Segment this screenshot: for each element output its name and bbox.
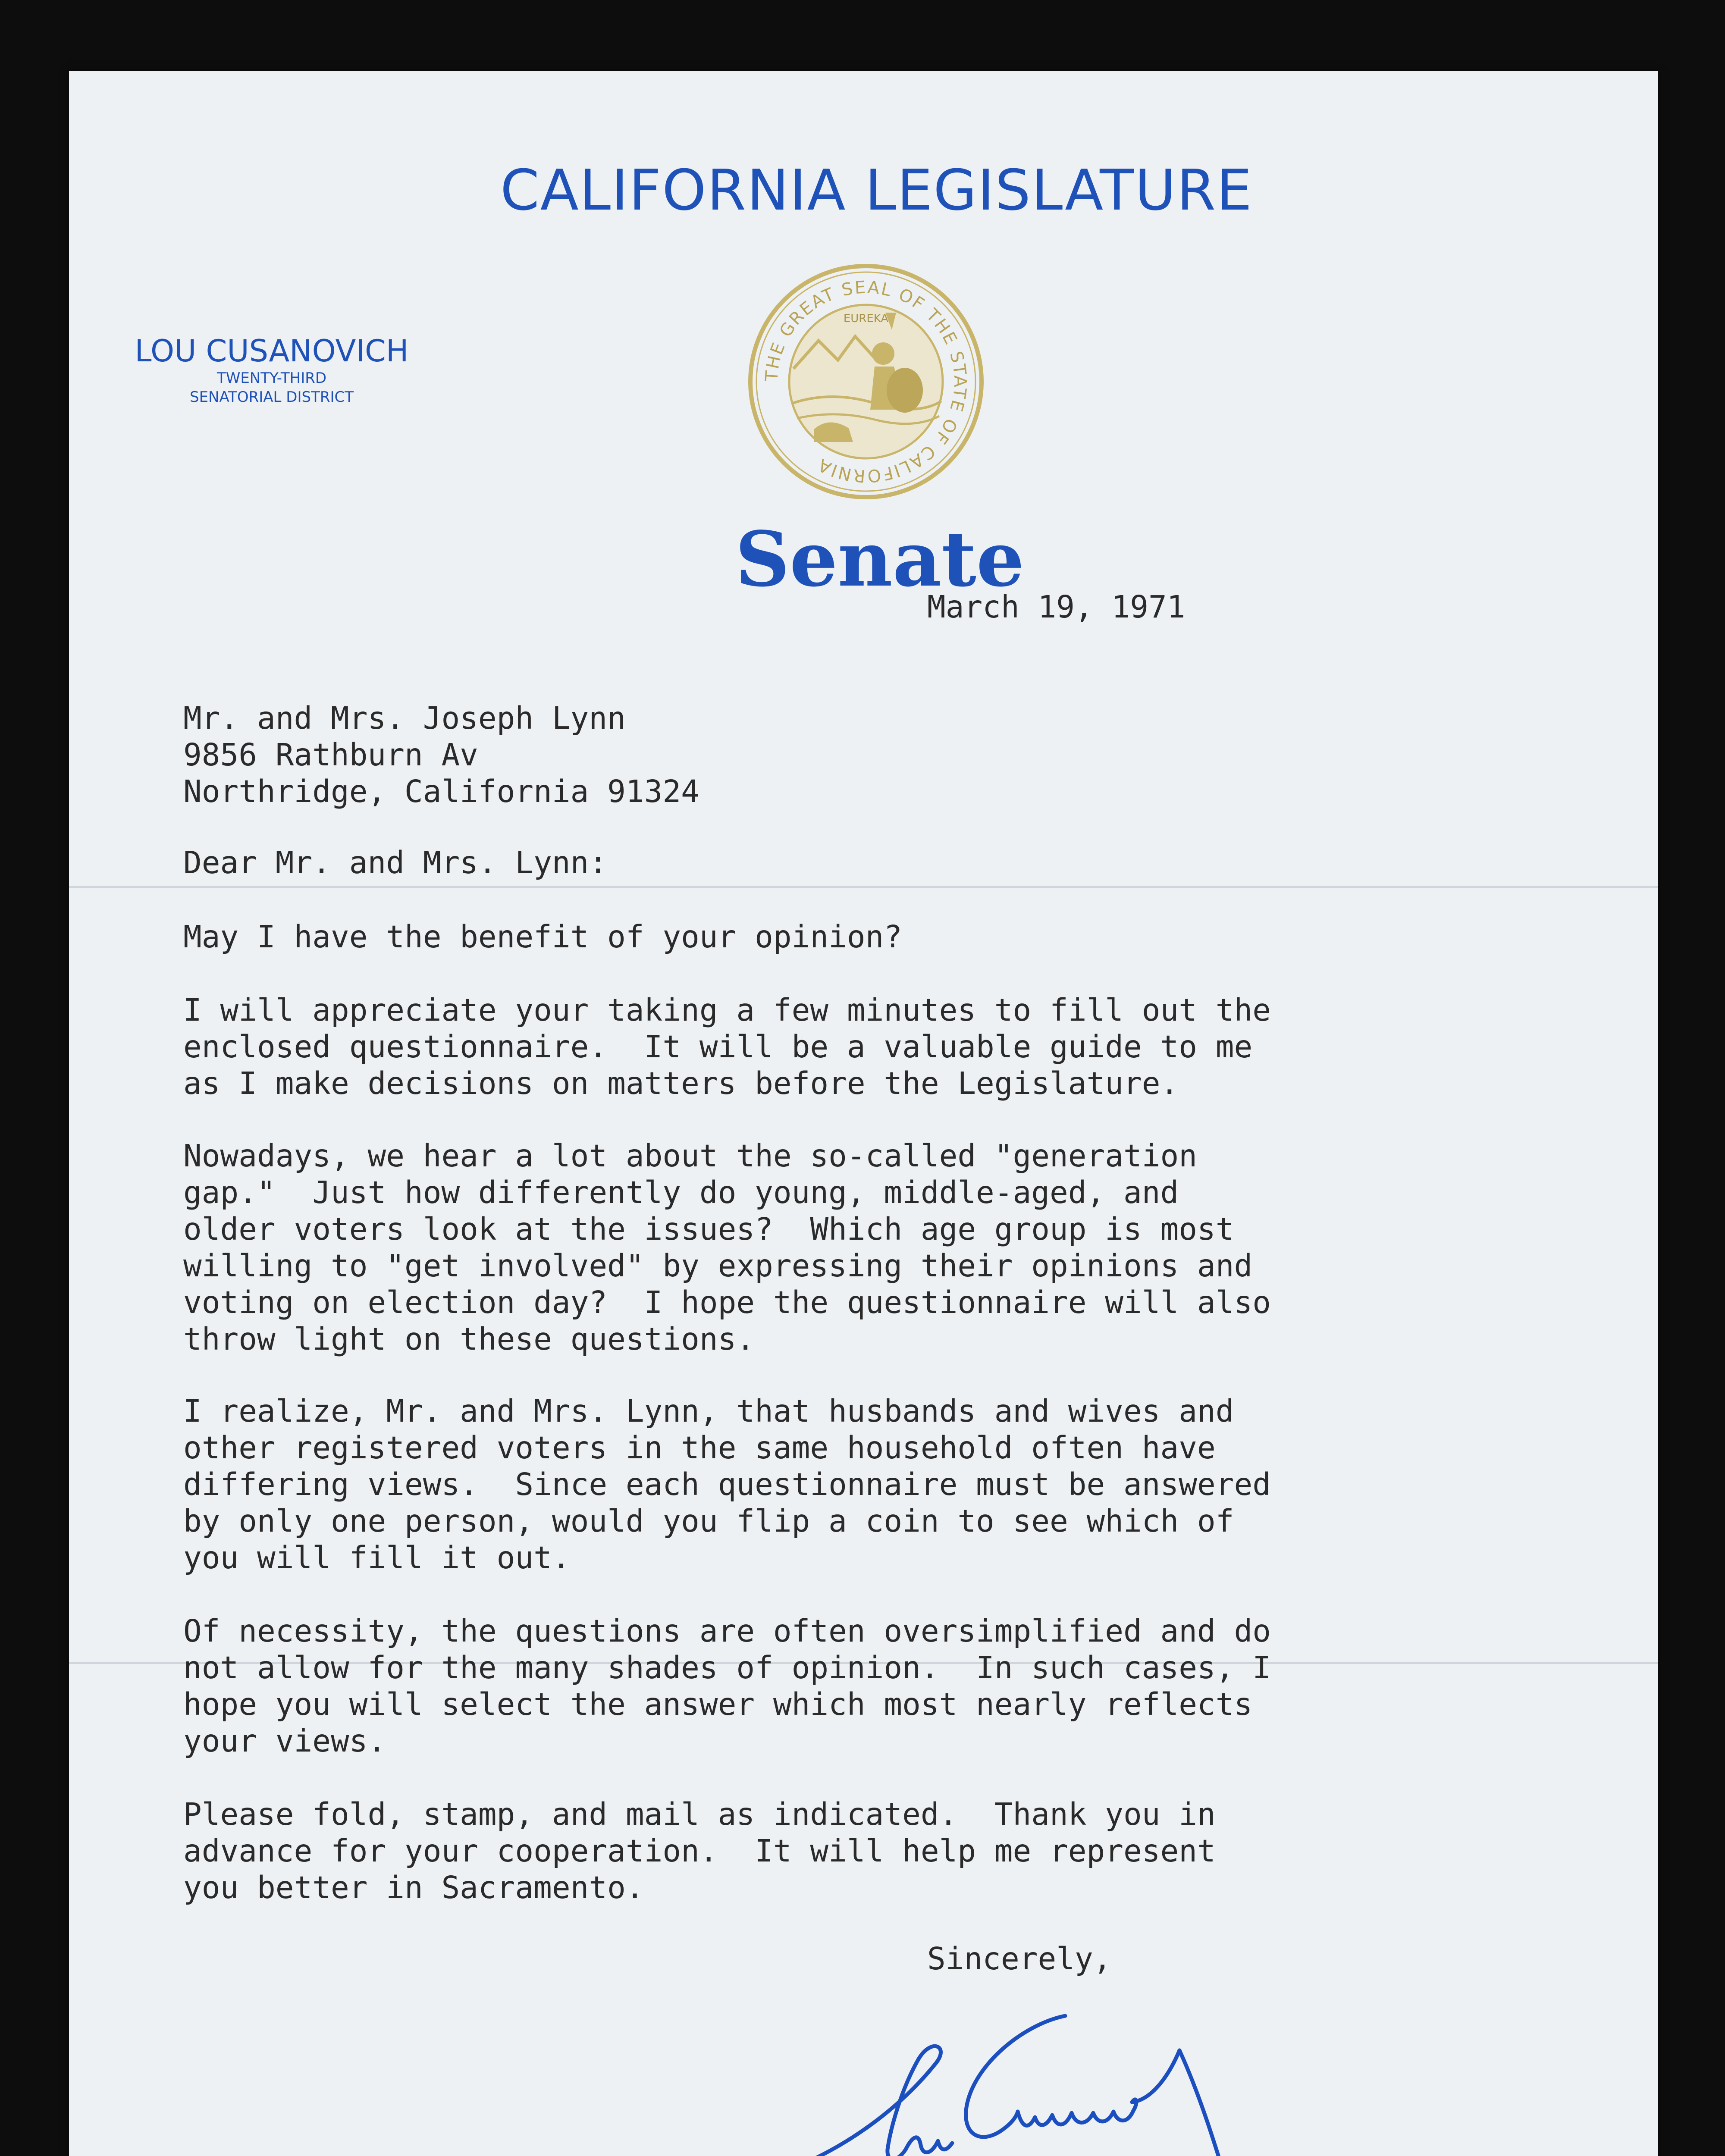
salutation: Dear Mr. and Mrs. Lynn:: [183, 845, 608, 881]
body-line: throw light on these questions.: [183, 1321, 755, 1357]
body-line: differing views. Since each questionnaire must be answered: [183, 1467, 1271, 1502]
senator-block: [121, 333, 423, 407]
district-line-1: TWENTY-THIRD: [216, 370, 327, 387]
closing: Sincerely,: [927, 1941, 1112, 1977]
recipient-line: Mr. and Mrs. Joseph Lynn: [183, 700, 626, 736]
body-line: I will appreciate your taking a few minutes to fill out the: [183, 992, 1271, 1028]
recipient-line: 9856 Rathburn Av: [183, 737, 478, 773]
body-line: you will fill it out.: [183, 1540, 571, 1576]
state-seal-icon: [745, 261, 987, 502]
letterhead-title: CALIFORNIA LEGISLATURE: [500, 157, 1253, 223]
body-line: voting on election day? I hope the questionnaire will also: [183, 1285, 1271, 1320]
handwritten-signature: [789, 1999, 1410, 2156]
chamber-wordmark: Senate: [735, 515, 1025, 604]
seal-text: THE GREAT SEAL OF THE STATE OF CALIFORNIA: [762, 277, 970, 486]
letter-page: [69, 71, 1658, 2156]
body-line: May I have the benefit of your opinion?: [183, 919, 903, 955]
body-paragraph-2: [183, 992, 1271, 1102]
body-line: Please fold, stamp, and mail as indicated. Thank you in: [183, 1796, 1216, 1832]
body-line: other registered voters in the same household often have: [183, 1430, 1216, 1466]
body-paragraph-5: [183, 1613, 1271, 1759]
body-line: your views.: [183, 1723, 386, 1759]
letter-date: March 19, 1971: [927, 589, 1186, 625]
senator-name: LOU CUSANOVICH: [135, 333, 409, 369]
body-line: hope you will select the answer which most nearly reflects: [183, 1686, 1253, 1722]
body-line: Of necessity, the questions are often oversimplified and do: [183, 1613, 1271, 1649]
body-line: you better in Sacramento.: [183, 1870, 644, 1905]
body-line: enclosed questionnaire. It will be a valuable guide to me: [183, 1029, 1253, 1065]
seal-motto: EUREKA: [843, 312, 889, 325]
body-line: I realize, Mr. and Mrs. Lynn, that husbands and wives and: [183, 1393, 1234, 1429]
body-line: by only one person, would you flip a coin to see which of: [183, 1503, 1234, 1539]
body-paragraph-6: [183, 1796, 1216, 1906]
body-paragraph-4: [183, 1393, 1271, 1576]
body-line: willing to "get involved" by expressing their opinions and: [183, 1248, 1253, 1284]
body-line: advance for your cooperation. It will help me represent: [183, 1833, 1216, 1869]
recipient-line: Northridge, California 91324: [183, 774, 699, 809]
body-line: as I make decisions on matters before the Legislature.: [183, 1065, 1179, 1101]
body-paragraph-3: [183, 1138, 1271, 1357]
body-paragraph-1: [183, 918, 902, 955]
body-line: Nowadays, we hear a lot about the so-called "generation: [183, 1138, 1198, 1174]
district-line-2: SENATORIAL DISTRICT: [189, 389, 354, 406]
body-line: gap." Just how differently do young, middle-aged, and: [183, 1175, 1179, 1210]
recipient-address: [183, 700, 699, 810]
body-line: not allow for the many shades of opinion. In such cases, I: [183, 1650, 1271, 1686]
body-line: older voters look at the issues? Which age group is most: [183, 1211, 1234, 1247]
fold-line: [69, 886, 1658, 888]
